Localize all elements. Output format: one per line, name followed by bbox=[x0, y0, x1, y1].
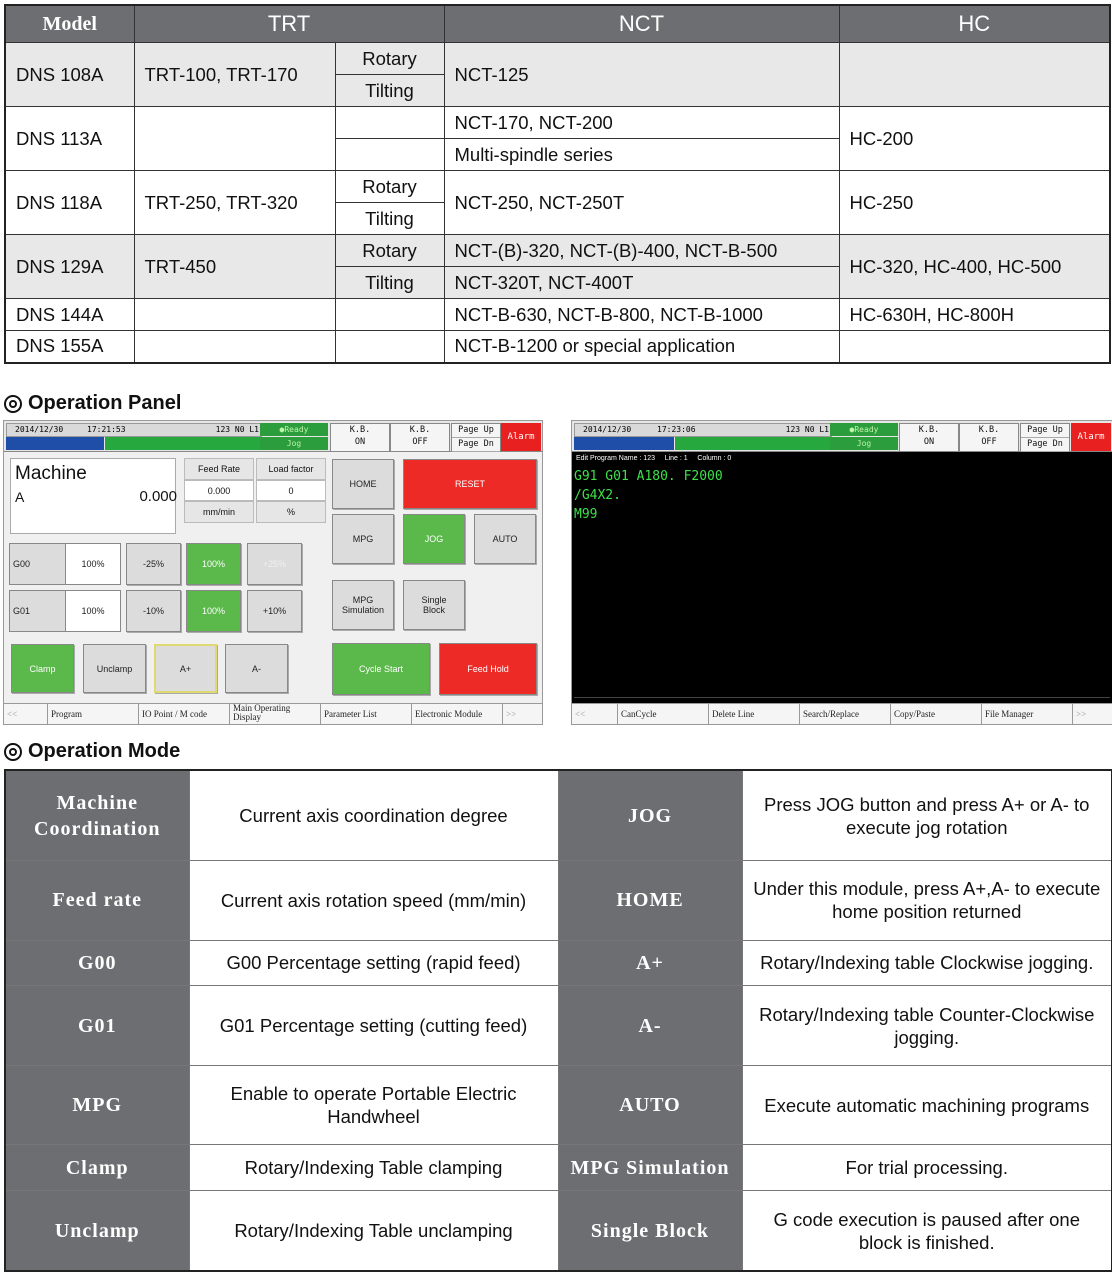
table-row bbox=[5, 235, 1110, 267]
machine-coordinate-box bbox=[10, 458, 176, 534]
mode-key: Single Block bbox=[558, 1191, 742, 1271]
status-bar-green bbox=[675, 437, 830, 450]
page-buttons bbox=[1020, 423, 1070, 452]
g00-100-button[interactable]: 100% bbox=[186, 543, 241, 585]
status-bar bbox=[4, 421, 542, 452]
trt-cell: TRT-450 bbox=[134, 235, 335, 299]
mode-desc: Press JOG button and press A+ or A- to execute jog rotation bbox=[742, 770, 1112, 861]
trt-cell: TRT-250, TRT-320 bbox=[134, 171, 335, 235]
mode-desc: Current axis rotation speed (mm/min) bbox=[189, 861, 558, 941]
alarm-indicator[interactable]: Alarm bbox=[501, 423, 541, 451]
operation-panel-title bbox=[4, 392, 181, 415]
operation-panel-title-text: Operation Panel bbox=[28, 392, 182, 414]
home-button[interactable]: HOME bbox=[332, 459, 394, 509]
machine-label: Machine bbox=[15, 463, 87, 484]
trt-cell bbox=[134, 331, 335, 363]
nct-cell: NCT-320T, NCT-400T bbox=[444, 267, 839, 299]
table-row bbox=[5, 861, 1112, 941]
sub-cell: Tilting bbox=[335, 203, 444, 235]
header-nct: NCT bbox=[444, 5, 839, 43]
kb-off-label: K.B. bbox=[978, 425, 1000, 435]
status-bar-green bbox=[105, 437, 260, 450]
g01-label: G01 bbox=[9, 590, 70, 632]
sub-cell bbox=[335, 139, 444, 171]
unclamp-button[interactable]: Unclamp bbox=[83, 644, 146, 693]
mode-key: Feed rate bbox=[5, 861, 189, 941]
kb-on-state: ON bbox=[354, 437, 366, 447]
sub-cell: Tilting bbox=[335, 267, 444, 299]
table-row bbox=[5, 107, 1110, 139]
operation-mode-title-text: Operation Mode bbox=[28, 740, 181, 762]
status-info bbox=[6, 423, 262, 437]
status-date: 2014/12/30 bbox=[583, 425, 632, 434]
table-row bbox=[5, 940, 1112, 986]
single-block-line2: Block bbox=[422, 605, 445, 615]
ready-indicator: ●Ready bbox=[260, 423, 328, 436]
g01-100-button[interactable]: 100% bbox=[186, 590, 241, 632]
tab-next[interactable]: >> bbox=[1076, 709, 1087, 719]
mode-key: G01 bbox=[5, 986, 189, 1066]
page-down-button[interactable]: Page Dn bbox=[1021, 438, 1069, 452]
mode-key: Clamp bbox=[5, 1145, 189, 1191]
nct-cell: NCT-250, NCT-250T bbox=[444, 171, 839, 235]
function-tab-bar bbox=[572, 703, 1112, 724]
mpg-simulation-line1: MPG bbox=[352, 595, 374, 605]
jog-button[interactable]: JOG bbox=[403, 514, 465, 564]
mode-desc: G01 Percentage setting (cutting feed) bbox=[189, 986, 558, 1066]
mpg-button[interactable]: MPG bbox=[332, 514, 394, 564]
cycle-start-button[interactable]: Cycle Start bbox=[332, 643, 430, 695]
alarm-indicator[interactable]: Alarm bbox=[1071, 423, 1111, 451]
hc-cell bbox=[839, 43, 1110, 107]
a-minus-button[interactable]: A- bbox=[225, 644, 288, 693]
header-model: Model bbox=[5, 5, 134, 43]
table-row bbox=[5, 986, 1112, 1066]
trt-cell bbox=[134, 107, 335, 171]
edit-program-header: Edit Program Name : 123 Line : 1 Column : 0 bbox=[576, 455, 732, 462]
status-bar-blue bbox=[6, 437, 104, 450]
mode-key: MPG bbox=[5, 1065, 189, 1145]
g00-minus-button[interactable]: -25% bbox=[126, 543, 181, 585]
sub-cell: Rotary bbox=[335, 235, 444, 267]
mpg-simulation-button[interactable] bbox=[332, 580, 394, 630]
tab-prev[interactable]: << bbox=[4, 704, 48, 724]
page-down-button[interactable]: Page Dn bbox=[452, 438, 500, 452]
a-plus-button[interactable]: A+ bbox=[154, 644, 217, 693]
model-cell: DNS 118A bbox=[5, 171, 134, 235]
hc-cell: HC-320, HC-400, HC-500 bbox=[839, 235, 1110, 299]
table-header-row bbox=[5, 5, 1110, 43]
kb-off-label: K.B. bbox=[409, 425, 431, 435]
mode-key: Machine Coordination bbox=[5, 770, 189, 861]
model-cell: DNS 113A bbox=[5, 107, 134, 171]
model-cell: DNS 155A bbox=[5, 331, 134, 363]
axis-label: A bbox=[15, 489, 25, 505]
code-line: /G4X2. bbox=[574, 488, 621, 503]
ready-indicator: ●Ready bbox=[830, 423, 898, 436]
bullet-circle-icon bbox=[4, 743, 22, 761]
load-factor-unit: % bbox=[256, 501, 326, 523]
kb-on-state: ON bbox=[923, 437, 935, 447]
g00-value: 100% bbox=[65, 543, 121, 585]
table-row bbox=[5, 331, 1110, 363]
load-factor-value: 0 bbox=[256, 480, 326, 501]
kb-on-label: K.B. bbox=[349, 425, 371, 435]
operation-mode-table bbox=[4, 769, 1112, 1272]
mode-key: A- bbox=[558, 986, 742, 1066]
tab-copy-paste[interactable]: Copy/Paste bbox=[891, 704, 982, 724]
tab-parameter-list[interactable]: Parameter List bbox=[321, 704, 412, 724]
feed-hold-button[interactable]: Feed Hold bbox=[439, 643, 537, 695]
mode-key: A+ bbox=[558, 940, 742, 986]
model-cell: DNS 108A bbox=[5, 43, 134, 107]
single-block-line1: Single bbox=[421, 595, 447, 605]
hc-cell: HC-250 bbox=[839, 171, 1110, 235]
trt-cell: TRT-100, TRT-170 bbox=[134, 43, 335, 107]
status-time: 17:21:53 bbox=[87, 425, 126, 434]
table-row bbox=[5, 1145, 1112, 1191]
kb-off-button[interactable] bbox=[959, 423, 1019, 452]
sub-cell bbox=[335, 107, 444, 139]
page-up-button[interactable]: Page Up bbox=[452, 424, 500, 438]
clamp-button[interactable]: Clamp bbox=[11, 644, 74, 693]
model-cell: DNS 144A bbox=[5, 299, 134, 331]
tab-main-operating[interactable]: Main Operating Display bbox=[230, 704, 321, 724]
kb-off-state: OFF bbox=[981, 437, 997, 447]
operation-main-screen bbox=[3, 420, 543, 725]
sub-cell bbox=[335, 331, 444, 363]
status-bar-blue bbox=[574, 437, 674, 450]
sub-cell bbox=[335, 299, 444, 331]
auto-button[interactable]: AUTO bbox=[474, 514, 536, 564]
tab-delete-line[interactable]: Delete Line bbox=[709, 704, 800, 724]
load-factor-label: Load factor bbox=[256, 458, 326, 480]
nct-cell: NCT-(B)-320, NCT-(B)-400, NCT-B-500 bbox=[444, 235, 839, 267]
g01-minus-button[interactable]: -10% bbox=[126, 590, 181, 632]
mode-desc: Execute automatic machining programs bbox=[742, 1065, 1112, 1145]
trt-cell bbox=[134, 299, 335, 331]
nct-cell: NCT-B-1200 or special application bbox=[444, 331, 839, 363]
mode-desc: For trial processing. bbox=[742, 1145, 1112, 1191]
table-row bbox=[5, 43, 1110, 75]
sub-cell: Rotary bbox=[335, 171, 444, 203]
operation-mode-title bbox=[4, 740, 180, 763]
axis-value: 0.000 bbox=[139, 488, 177, 505]
g00-plus-button[interactable]: +25% bbox=[247, 543, 302, 585]
mode-desc: Current axis coordination degree bbox=[189, 770, 558, 861]
bullet-circle-icon bbox=[4, 395, 22, 413]
table-row bbox=[5, 770, 1112, 861]
nct-cell: NCT-125 bbox=[444, 43, 839, 107]
mode-desc: Rotary/Indexing table Counter-Clockwise jogging. bbox=[742, 986, 1112, 1066]
kb-off-state: OFF bbox=[412, 437, 428, 447]
feed-rate-label: Feed Rate bbox=[184, 458, 254, 480]
g01-value: 100% bbox=[65, 590, 121, 632]
model-cell: DNS 129A bbox=[5, 235, 134, 299]
hc-cell: HC-630H, HC-800H bbox=[839, 299, 1110, 331]
table-row bbox=[5, 299, 1110, 331]
status-date: 2014/12/30 bbox=[15, 425, 64, 434]
mode-desc: Rotary/Indexing Table clamping bbox=[189, 1145, 558, 1191]
mode-desc: G00 Percentage setting (rapid feed) bbox=[189, 940, 558, 986]
status-time: 17:23:06 bbox=[657, 425, 696, 434]
page-up-button[interactable]: Page Up bbox=[1021, 424, 1069, 438]
single-block-button[interactable] bbox=[403, 580, 465, 630]
mode-desc: Rotary/Indexing Table unclamping bbox=[189, 1191, 558, 1271]
sub-cell: Rotary bbox=[335, 43, 444, 75]
mode-key: JOG bbox=[558, 770, 742, 861]
kb-on-label: K.B. bbox=[918, 425, 940, 435]
table-row bbox=[5, 1191, 1112, 1271]
mpg-simulation-line2: Simulation bbox=[341, 605, 385, 615]
reset-button[interactable]: RESET bbox=[403, 459, 537, 509]
feed-rate-value: 0.000 bbox=[184, 480, 254, 501]
mode-desc: Under this module, press A+,A- to execute home position returned bbox=[742, 861, 1112, 941]
mode-indicator: Jog bbox=[830, 437, 898, 450]
page-buttons bbox=[451, 423, 501, 452]
mode-desc: G code execution is paused after one block is finished. bbox=[742, 1191, 1112, 1271]
header-hc: HC bbox=[839, 5, 1110, 43]
mode-key: HOME bbox=[558, 861, 742, 941]
g01-plus-button[interactable]: +10% bbox=[247, 590, 302, 632]
tab-cancycle[interactable]: CanCycle bbox=[618, 704, 709, 724]
function-tab-bar bbox=[4, 703, 542, 724]
tab-prev[interactable]: << bbox=[572, 704, 618, 724]
mode-desc: Rotary/Indexing table Clockwise jogging. bbox=[742, 940, 1112, 986]
mode-desc: Enable to operate Portable Electric Handwheel bbox=[189, 1065, 558, 1145]
kb-on-button[interactable] bbox=[899, 423, 959, 452]
mode-key: Unclamp bbox=[5, 1191, 189, 1271]
mode-key: G00 bbox=[5, 940, 189, 986]
status-program: 123 N0 L1 bbox=[215, 425, 259, 434]
sub-cell: Tilting bbox=[335, 75, 444, 107]
program-edit-screen bbox=[571, 420, 1112, 725]
code-line: G91 G01 A180. F2000 bbox=[574, 469, 723, 484]
tab-file-manager[interactable]: File Manager bbox=[982, 704, 1073, 724]
nct-cell: NCT-B-630, NCT-B-800, NCT-B-1000 bbox=[444, 299, 839, 331]
status-program: 123 N0 L1 bbox=[785, 425, 829, 434]
kb-off-button[interactable] bbox=[390, 423, 450, 452]
tab-program[interactable]: Program bbox=[48, 704, 139, 724]
tab-search-replace[interactable]: Search/Replace bbox=[800, 704, 891, 724]
header-trt: TRT bbox=[134, 5, 444, 43]
hc-cell: HC-200 bbox=[839, 107, 1110, 171]
code-editor[interactable] bbox=[574, 467, 1110, 698]
code-line: M99 bbox=[574, 507, 598, 522]
nct-cell: NCT-170, NCT-200 bbox=[444, 107, 839, 139]
tab-next[interactable]: >> bbox=[506, 709, 517, 719]
mode-key: AUTO bbox=[558, 1065, 742, 1145]
status-info bbox=[574, 423, 832, 437]
table-row bbox=[5, 1065, 1112, 1145]
status-bar bbox=[572, 421, 1112, 452]
kb-on-button[interactable] bbox=[330, 423, 390, 452]
mode-key: MPG Simulation bbox=[558, 1145, 742, 1191]
nct-cell: Multi-spindle series bbox=[444, 139, 839, 171]
feed-rate-unit: mm/min bbox=[184, 501, 254, 523]
model-compatibility-table bbox=[4, 4, 1111, 364]
hc-cell bbox=[839, 331, 1110, 363]
tab-io-point[interactable]: IO Point / M code bbox=[139, 704, 230, 724]
mode-indicator: Jog bbox=[260, 437, 328, 450]
tab-electronic-module[interactable]: Electronic Module bbox=[412, 704, 503, 724]
g00-label: G00 bbox=[9, 543, 70, 585]
table-row bbox=[5, 171, 1110, 203]
